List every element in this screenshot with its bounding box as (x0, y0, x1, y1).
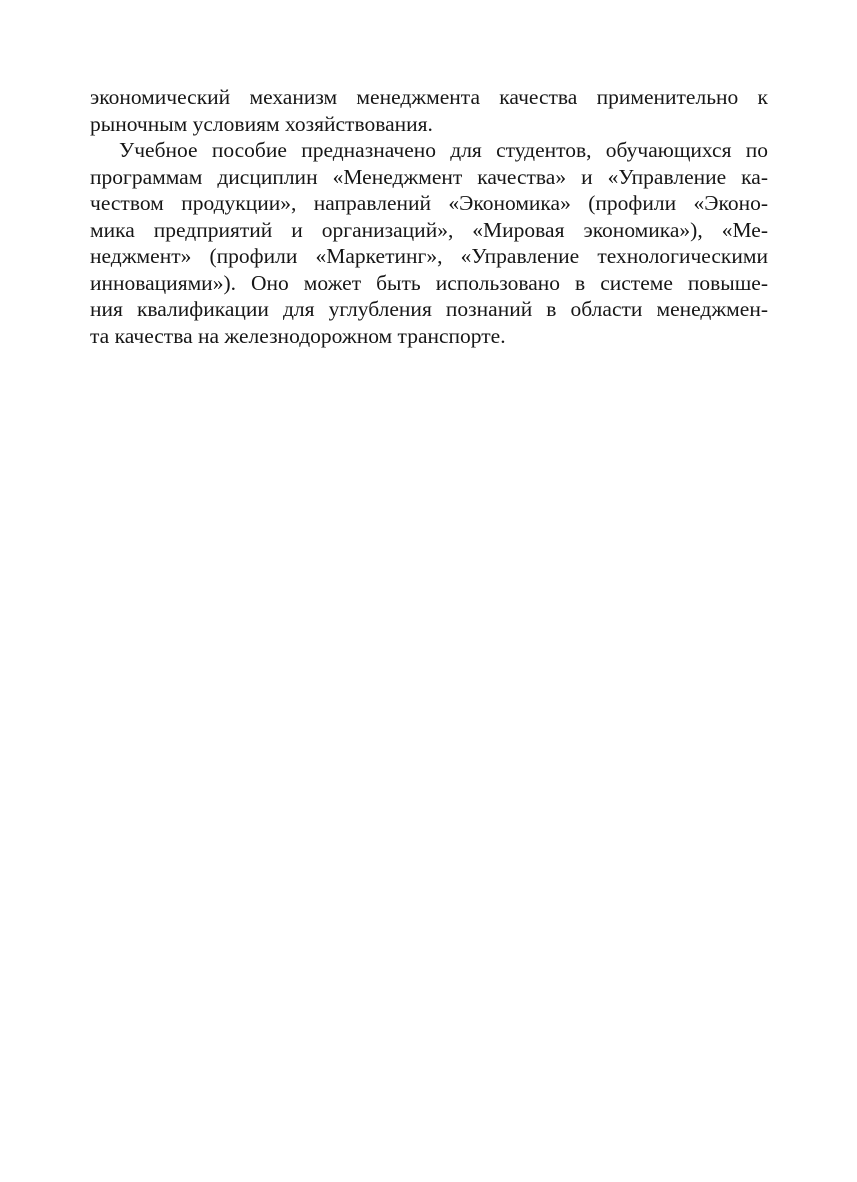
text-line: Учебное пособие предназначено для студентов, обучающихся по (119, 138, 768, 162)
text-block (90, 84, 768, 349)
paragraph-continuation (90, 84, 768, 137)
text-line: чеством продукции», направлений «Экономика» (профили «Эконо- (90, 191, 768, 215)
text-line: рыночным условиям хозяйствования. (90, 111, 433, 136)
text-line: экономический механизм менеджмента качества применительно к (90, 85, 768, 109)
paragraph-annotation (90, 137, 768, 349)
text-line: программам дисциплин «Менеджмент качества» и «Управление ка- (90, 164, 768, 189)
text-line: инновациями»). Оно может быть использовано в системе повыше- (90, 270, 768, 295)
text-line: неджмент» (профили «Маркетинг», «Управление технологическими (90, 244, 768, 268)
text-line: ния квалификации для углубления познаний в области менеджмен- (90, 297, 768, 321)
text-line: та качества на железнодорожном транспорте. (90, 323, 506, 348)
text-line: мика предприятий и организаций», «Мировая экономика»), «Ме- (90, 217, 768, 242)
